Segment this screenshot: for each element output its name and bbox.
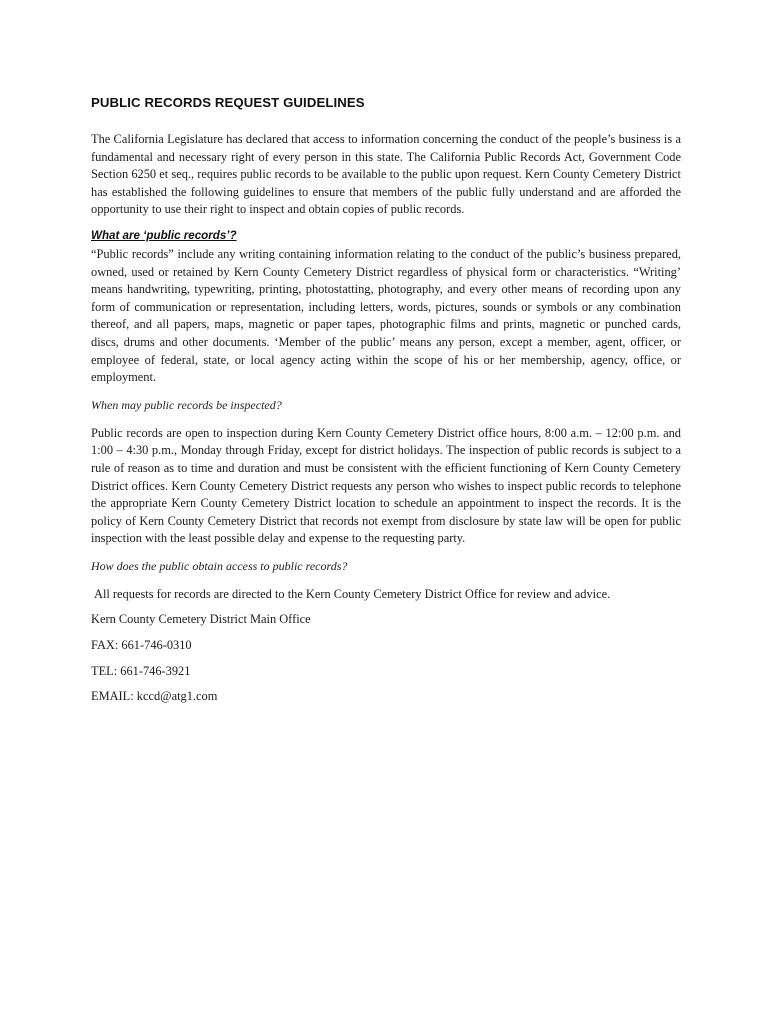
answer-inspection-times: Public records are open to inspection during Kern County Cemetery District office hours, 8:00 a.m. – 12:00 p.m. and 1:00 – 4:30 p.m., Monday through Friday, except for district holidays. The inspection of public records is subject to a rule of reason as to time and duration and must be consistent with the efficient functioning of Kern County Cemetery District offices. Kern County Cemetery District requests any person who wishes to inspect public records to telephone the appropriate Kern County Cemetery District location to schedule an appointment to inspect the records. It is the policy of Kern County Cemetery District that records not exempt from disclosure by state law will be open for public inspection with the least possible delay and expense to the requesting party. (91, 425, 681, 546)
question-heading-inspection-times: When may public records be inspected? (91, 397, 282, 412)
answer-access: All requests for records are directed to the Kern County Cemetery District Office for review and advice. (94, 586, 611, 601)
intro-paragraph: The California Legislature has declared that access to information concerning the conduct of the people’s business is a fundamental and necessary right of every person in this state. The California Public Records Act, Government Code Section 6250 et seq., requires public records to be available to the public upon request. Kern County Cemetery District has established the following guidelines to ensure that members of the public fully understand and are afforded the opportunity to use their right to inspect and obtain copies of public records. (91, 132, 681, 217)
answer-public-records: “Public records” include any writing containing information relating to the conduct of the public’s business prepared, owned, used or retained by Kern County Cemetery District regardless of physical form or characteristics. “Writing’ means handwriting, typewriting, printing, photostatting, photography, and every other means of recording upon any form of communication or representation, including letters, words, pictures, sounds or symbols or any combination thereof, and all papers, maps, magnetic or paper tapes, photographic films and prints, magnetic or punched cards, discs, drums and other documents. ‘Member of the public’ means any person, except a member, agent, officer, or employee of federal, state, or local agency acting within the scope of his or her membership, agency, office, or employment. (91, 246, 681, 385)
document-body (91, 95, 681, 706)
question-heading-public-records: What are ‘public records’? (91, 228, 237, 242)
contact-email: EMAIL: kccd@atg1.com (91, 689, 218, 704)
question-heading-access: How does the public obtain access to public records? (91, 558, 348, 573)
contact-office: Kern County Cemetery District Main Office (91, 612, 311, 627)
contact-tel: TEL: 661-746-3921 (91, 663, 191, 678)
contact-fax: FAX: 661-746-0310 (91, 638, 192, 653)
page-title: PUBLIC RECORDS REQUEST GUIDELINES (91, 95, 365, 110)
